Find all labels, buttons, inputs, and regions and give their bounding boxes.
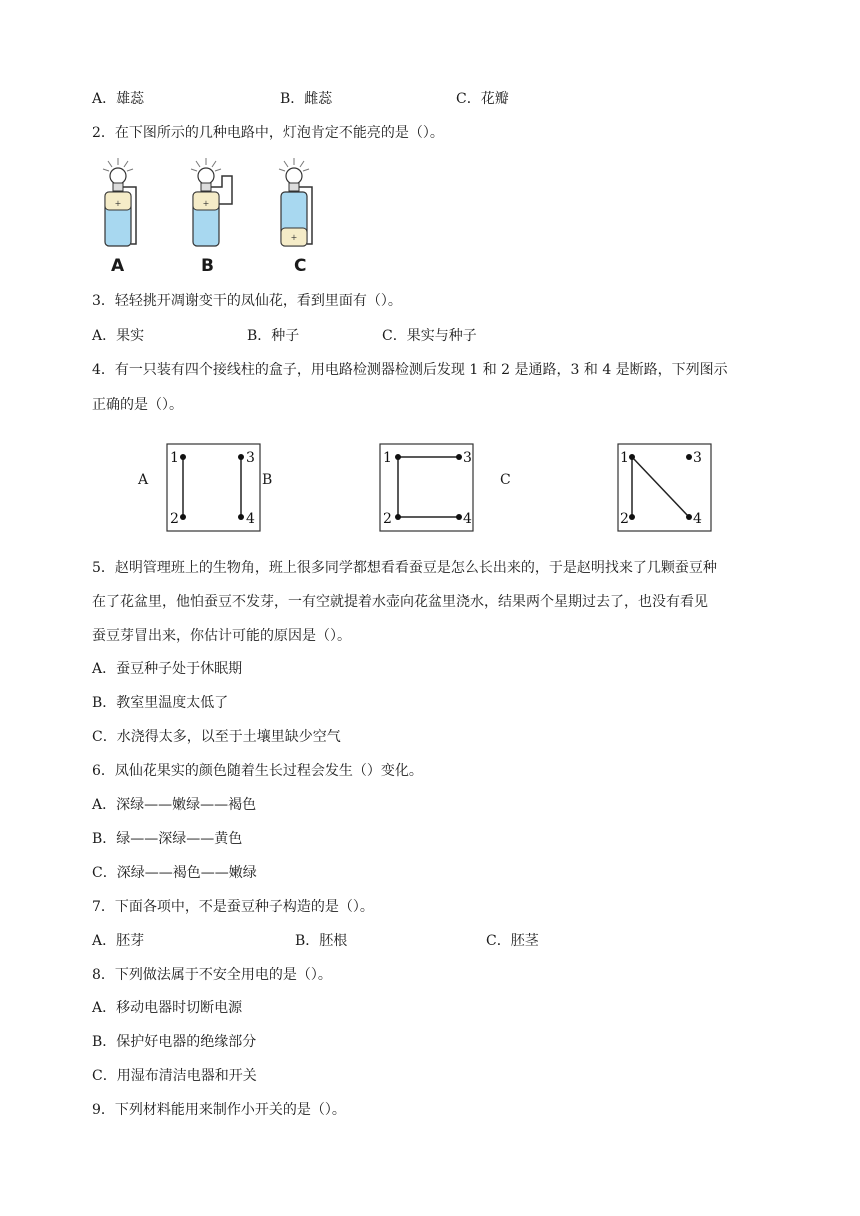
q5-stem-line1: 5．赵明管理班上的生物角，班上很多同学都想看看蚕豆是怎么长出来的，于是赵明找来了几颗蚕豆种 <box>92 560 717 576</box>
q6-option-b: B．绿——深绿——黄色 <box>92 831 243 847</box>
q5-option-a: A．蚕豆种子处于休眠期 <box>92 661 243 677</box>
terminal-2-label: 2 <box>620 511 629 527</box>
terminal-1-label: 1 <box>170 450 179 466</box>
q3-option-a: A．果实 <box>92 328 145 344</box>
q5-stem-line3: 蚕豆芽冒出来，你估计可能的原因是（）。 <box>92 628 351 644</box>
q8-option-c: C．用湿布清洁电器和开关 <box>92 1068 257 1084</box>
terminal-box-b <box>379 443 475 533</box>
q5-option-c: C．水浇得太多，以至于土壤里缺少空气 <box>92 729 341 745</box>
q8-option-b: B．保护好电器的绝缘部分 <box>92 1034 257 1050</box>
svg-text:+: + <box>290 233 298 242</box>
q5-stem-line2: 在了花盆里，他怕蚕豆不发芽，一有空就提着水壶向花盆里浇水，结果两个星期过去了，也没有看见 <box>92 594 708 610</box>
terminal-3-label: 3 <box>463 450 472 466</box>
circuit-c-label: C <box>294 256 307 276</box>
circuit-b-label: B <box>201 256 214 276</box>
q3-option-c: C．果实与种子 <box>382 328 477 344</box>
circuit-c <box>279 158 312 246</box>
q4-stem-line2: 正确的是（）。 <box>92 397 183 413</box>
svg-text:+: + <box>202 199 210 208</box>
q7-option-c: C．胚茎 <box>486 933 539 949</box>
terminal-4-label: 4 <box>463 511 472 527</box>
q1-option-c: C．花瓣 <box>456 91 509 107</box>
q8-option-a: A．移动电器时切断电源 <box>92 1000 243 1016</box>
terminal-box-a <box>166 443 262 533</box>
q7-option-a: A．胚芽 <box>92 933 145 949</box>
q5-option-b: B．教室里温度太低了 <box>92 695 229 711</box>
q2-circuit-figure <box>96 156 356 276</box>
terminal-2-label: 2 <box>170 511 179 527</box>
svg-text:+: + <box>114 199 122 208</box>
q7-stem: 7．下面各项中，不是蚕豆种子构造的是（）。 <box>92 899 374 915</box>
terminal-box-c <box>617 443 713 533</box>
q6-option-a: A．深绿——嫩绿——褐色 <box>92 797 257 813</box>
q1-option-a: A．雄蕊 <box>92 91 145 107</box>
q7-option-b: B．胚根 <box>295 933 348 949</box>
circuit-a-label: A <box>111 256 125 276</box>
box-b-label: B <box>262 472 273 488</box>
box-a-label: A <box>138 472 149 488</box>
q2-stem: 2．在下图所示的几种电路中，灯泡肯定不能亮的是（）。 <box>92 125 444 141</box>
q9-stem: 9．下列材料能用来制作小开关的是（）。 <box>92 1102 346 1118</box>
circuit-a <box>103 158 136 246</box>
terminal-2-label: 2 <box>383 511 392 527</box>
terminal-4-label: 4 <box>246 511 255 527</box>
terminal-3-label: 3 <box>246 450 255 466</box>
q6-stem: 6．凤仙花果实的颜色随着生长过程会发生（）变化。 <box>92 763 423 779</box>
q6-option-c: C．深绿——褐色——嫩绿 <box>92 865 257 881</box>
terminal-1-label: 1 <box>383 450 392 466</box>
q8-stem: 8．下列做法属于不安全用电的是（）。 <box>92 967 332 983</box>
q1-option-b: B．雌蕊 <box>280 91 333 107</box>
circuit-b <box>191 158 232 246</box>
terminal-4-label: 4 <box>693 511 702 527</box>
terminal-3-label: 3 <box>693 450 702 466</box>
q3-stem: 3．轻轻挑开凋谢变干的凤仙花，看到里面有（）。 <box>92 293 402 309</box>
q3-option-b: B．种子 <box>247 328 300 344</box>
q4-stem-line1: 4．有一只装有四个接线柱的盒子，用电路检测器检测后发现 1 和 2 是通路，3 和 4 是断路，下列图示 <box>92 362 728 378</box>
terminal-1-label: 1 <box>620 450 629 466</box>
box-c-label: C <box>500 472 511 488</box>
